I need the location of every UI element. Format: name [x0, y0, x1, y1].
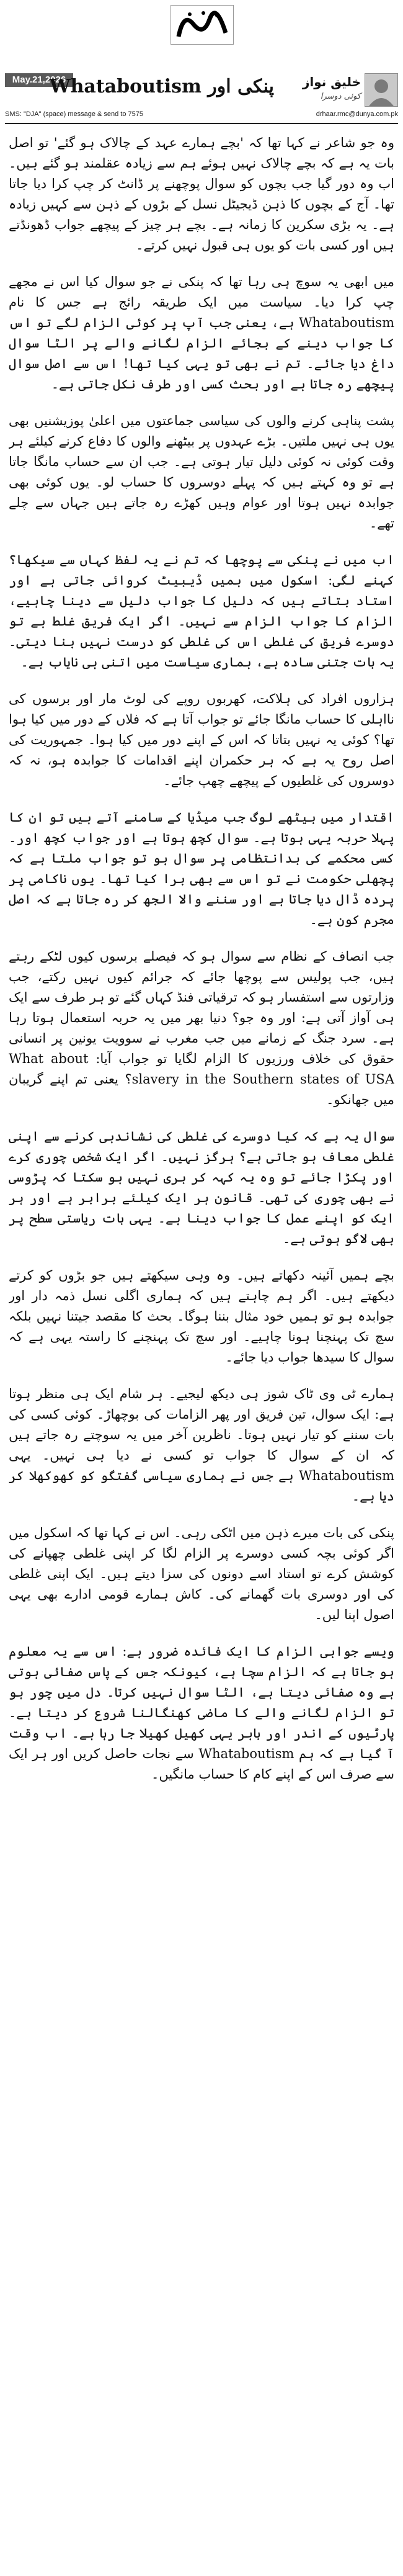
author-photo	[365, 73, 398, 107]
paragraph: پشت پناہی کرنے والوں کی سیاسی جماعتوں میں اعلیٰ پوزیشنیں بھی یوں ہی نہیں ملتیں۔ بڑے عہدوں پر بیٹھنے والوں کا دفاع کرنے کیلئے ہر وقت کوئی نہ کوئی دلیل تیار ہوتی ہے۔ جب ان سے حساب مانگا جاتا ہے تو وہ کہتے ہیں کہ پہلے دوسروں کا حساب لو۔ یوں کوئی بھی جوابدہ نہیں ہوتا اور عوام وہیں کھڑے رہ جاتے ہیں جہاں سے چلے تھے۔	[9, 413, 394, 531]
paragraph: پنکی کی بات میرے ذہن میں اٹکی رہی۔ اس نے کہا تھا کہ اسکول میں اگر کوئی بچہ کسی دوسرے پر الزام لگا کر اپنی غلطی چھپانے کی کوشش کرے تو استاد اسے دونوں کی سزا دیتے ہیں۔ ایک اپنی غلطی کی اور دوسری بات گھمانے کی۔ کاش ہمارے قومی ادارے بھی یہی اصول اپنا لیں۔	[9, 1525, 394, 1622]
publish-date: May.21,2026	[5, 73, 73, 87]
author-signature: کوئی دوسرا	[320, 92, 361, 101]
sms-instructions: SMS: "DJA" (space) message & send to 7575	[5, 110, 144, 118]
article-body	[9, 133, 394, 2569]
contact-row	[5, 110, 398, 120]
paragraph: ویسے جوابی الزام کا ایک فائدہ ضرور ہے: اس سے یہ معلوم ہو جاتا ہے کہ الزام سچا ہے، کیونکہ جس کے پاس صفائی ہوتی ہے وہ صفائی دیتا ہے، الٹا سوال نہیں کرتا۔ دل میں چور ہو تو الزام لگانے والے کا ماضی کھنگالنا شروع کر دیتا ہے۔ پارٹیوں کے اندر اور باہر یہی کھیل کھیلا جا رہا ہے۔ اب وقت آ گیا ہے کہ ہم Whataboutism سے نجات حاصل کریں اور ہر ایک سے صرف اس کے اپنے کام کا حساب مانگیں۔	[9, 1644, 394, 1782]
article-banner	[5, 73, 398, 105]
paragraph: اب میں نے پنکی سے پوچھا کہ تم نے یہ لفظ کہاں سے سیکھا؟ کہنے لگی: اسکول میں ہمیں ڈیبیٹ کروائی جاتی ہے اور استاد بتاتے ہیں کہ دلیل کا جواب دلیل سے دینا چاہیے، الزام کا جواب الزام سے نہیں۔ اگر ایک فریق غلط ہے تو دوسرے فریق کی غلطی اس کی غلطی کو درست نہیں بنا دیتی۔ یہ بات جتنی سادہ ہے، ہماری سیاست میں اتنی ہی نایاب ہے۔	[9, 552, 394, 670]
author-email: drhaar.rmc@dunya.com.pk	[316, 110, 398, 118]
author-box	[286, 73, 398, 105]
paragraph: بچے ہمیں آئینہ دکھاتے ہیں۔ وہ وہی سیکھتے ہیں جو بڑوں کو کرتے دیکھتے ہیں۔ اگر ہم چاہتے ہیں کہ ہماری اگلی نسل ذمہ دار اور جوابدہ ہو تو ہمیں خود مثال بننا ہوگا۔ بحث کا مقصد جیتنا نہیں بلکہ سچ تک پہنچنا ہونا چاہیے۔ اور سچ تک پہنچنے کا راستہ یہی ہے کہ سوال کا سیدھا جواب دیا جائے۔	[9, 1268, 394, 1365]
article-title: پنکی اور Whataboutism	[49, 76, 274, 97]
header-divider	[5, 123, 398, 124]
logo-icon	[171, 6, 233, 44]
masthead-logo	[170, 5, 234, 45]
paragraph: وہ جو شاعر نے کہا تھا کہ 'بچے ہمارے عہد کے چالاک ہو گئے' تو اصل بات یہ ہے کہ بچے چالاک نہیں ہوئے ہم سے زیادہ عقلمند ہو گئے ہیں۔ اب وہ دور گیا جب بچوں کو سوال پوچھنے پر ڈانٹ کر چپ کرا دیا جاتا تھا۔ آج کے بچوں کا ذہن ڈیجیٹل نسل کے بڑوں کے ذہن سے کہیں زیادہ ہے۔ یہ بڑی سکرین کا زمانہ ہے۔ بچے ہر چیز کے پیچھے جواب ڈھونڈتے ہیں اور کسی بات کو یوں ہی قبول نہیں کرتے۔	[9, 135, 394, 253]
paragraph: جب انصاف کے نظام سے سوال ہو کہ فیصلے برسوں کیوں لٹکے رہتے ہیں، جب پولیس سے پوچھا جائے کہ جرائم کیوں نہیں رکتے، جب وزارتوں سے استفسار ہو کہ ترقیاتی فنڈ کہاں گئے تو ہر طرف سے ایک ہی آواز آتی ہے: اور وہ جو؟ دنیا بھر میں یہ حربہ استعمال ہوتا رہا ہے۔ سرد جنگ کے زمانے میں جب مغرب نے سوویت یونین پر انسانی حقوق کی خلاف ورزیوں کا الزام لگایا تو جواب آیا: What about slavery in the Southern states of USA؟ یعنی تم اپنے گریبان میں جھانکو۔	[9, 949, 394, 1107]
paragraph: میں ابھی یہ سوچ ہی رہا تھا کہ پنکی نے جو سوال کیا اس نے مجھے چپ کرا دیا۔ سیاست میں ایک طریقہ رائج ہے جس کا نام Whataboutism ہے، یعنی جب آپ پر کوئی الزام لگے تو اس کا جواب دینے کے بجائے الزام لگانے والے پر الٹا سوال داغ دیا جائے۔ تم نے بھی تو یہی کیا تھا! اس سے اصل سوال پیچھے رہ جاتا ہے اور بحث کسی اور طرف نکل جاتی ہے۔	[9, 274, 394, 392]
author-name: خلیق نواز	[302, 74, 361, 89]
paragraph: ہمارے ٹی وی ٹاک شوز ہی دیکھ لیجیے۔ ہر شام ایک ہی منظر ہوتا ہے: ایک سوال، تین فریق اور پھر الزامات کی بوچھاڑ۔ کوئی کسی کی بات سننے کو تیار نہیں ہوتا۔ ناظرین آخر میں یہ سوچتے رہ جاتے ہیں کہ ان کے سوال کا جواب تو کسی نے دیا ہی نہیں۔ یہی Whataboutism ہے جس نے ہماری سیاسی گفتگو کو کھوکھلا کر دیا ہے۔	[9, 1386, 394, 1504]
person-icon	[365, 74, 397, 106]
paragraph: ہزاروں افراد کی ہلاکت، کھربوں روپے کی لوٹ مار اور برسوں کی نااہلی کا حساب مانگا جائے تو جواب آتا ہے کہ فلاں کے دور میں کیا ہوا تھا؟ کوئی یہ نہیں بتاتا کہ اس کے اپنے دور میں کیا ہوا۔ جمہوریت کی اصل روح یہ ہے کہ ہر حکمران اپنے اقدامات کا جوابدہ ہو، نہ کہ دوسروں کی غلطیوں کے پیچھے چھپ جائے۔	[9, 691, 394, 788]
paragraph: اقتدار میں بیٹھے لوگ جب میڈیا کے سامنے آتے ہیں تو ان کا پہلا حربہ یہی ہوتا ہے۔ سوال کچھ ہوتا ہے اور جواب کچھ اور۔ کسی محکمے کی بدانتظامی پر سوال ہو تو جواب ملتا ہے کہ پچھلی حکومت نے تو اس سے بھی برا کیا تھا۔ یوں ناکامی پر پردہ ڈال دیا جاتا ہے اور سننے والا الجھ کر رہ جاتا ہے کہ اصل مجرم کون ہے۔	[9, 810, 394, 927]
paragraph: سوال یہ ہے کہ کیا دوسرے کی غلطی کی نشاندہی کرنے سے اپنی غلطی معاف ہو جاتی ہے؟ ہرگز نہیں۔ اگر ایک شخص چوری کرے اور پکڑا جائے تو وہ یہ کہہ کر بری نہیں ہو سکتا کہ پڑوسی نے بھی چوری کی تھی۔ قانون ہر ایک کیلئے برابر ہے اور ہر ایک کو اپنے عمل کا جواب دینا ہے۔ یہی بات ریاستی سطح پر بھی لاگو ہوتی ہے۔	[9, 1129, 394, 1246]
